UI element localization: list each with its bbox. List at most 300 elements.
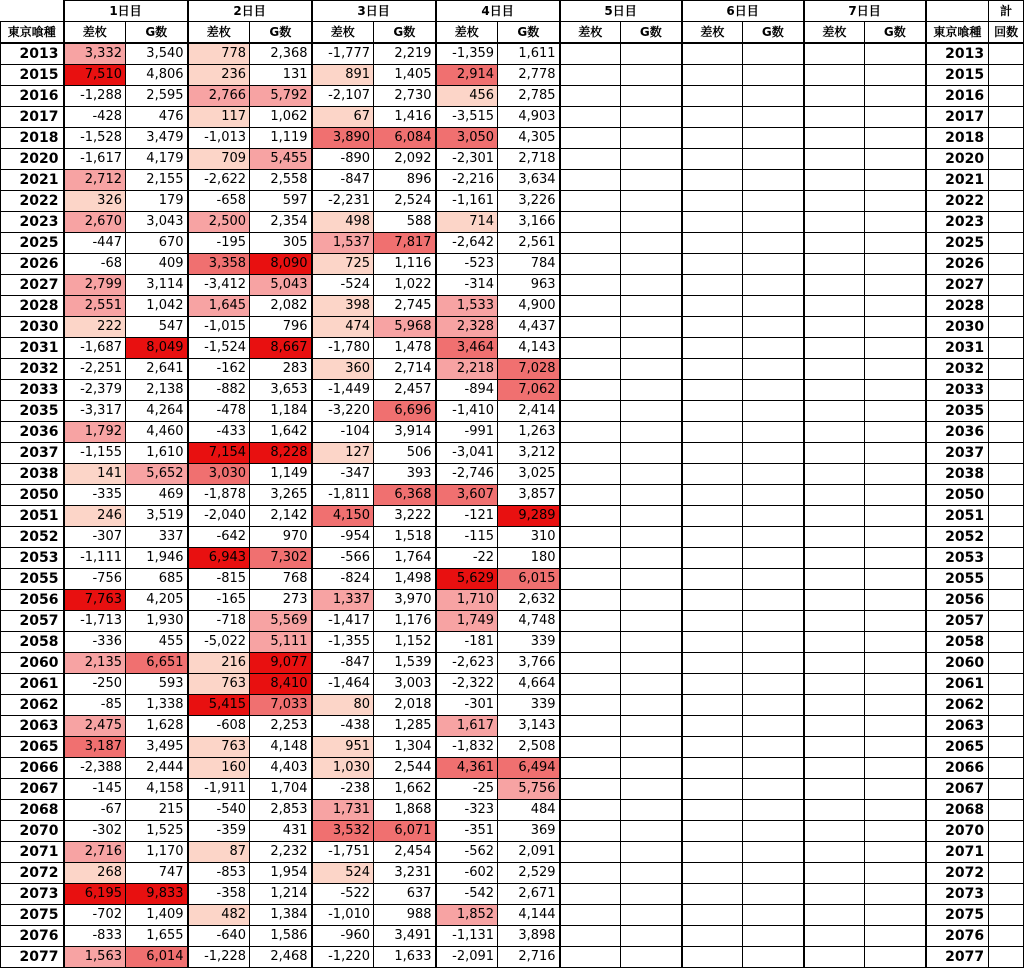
count-header: 回数 [989, 22, 1024, 44]
games-value-empty [865, 233, 926, 254]
games-value: 1,405 [374, 65, 436, 86]
games-value: 2,092 [374, 149, 436, 170]
games-value: 3,914 [374, 422, 436, 443]
machine-number-right: 2036 [926, 422, 989, 443]
games-value-empty [865, 506, 926, 527]
diff-value: 141 [64, 464, 126, 485]
machine-number-right: 2030 [926, 317, 989, 338]
machine-number: 2018 [1, 128, 64, 149]
diff-value-empty [682, 758, 743, 779]
diff-value-empty [682, 632, 743, 653]
diff-value-empty [560, 275, 621, 296]
games-value: 131 [250, 65, 312, 86]
diff-value-empty [560, 527, 621, 548]
diff-value-empty [682, 464, 743, 485]
diff-value-empty [560, 43, 621, 65]
games-value: 2,414 [498, 401, 560, 422]
table-row [1, 149, 1024, 170]
games-value: 4,664 [498, 674, 560, 695]
diff-value-empty [682, 338, 743, 359]
games-value-empty [743, 653, 804, 674]
games-value-empty [865, 170, 926, 191]
diff-header: 差枚 [682, 22, 743, 44]
games-value-empty [865, 926, 926, 947]
diff-value: 7,510 [64, 65, 126, 86]
diff-value: -165 [188, 590, 250, 611]
machine-number: 2051 [1, 506, 64, 527]
games-value: 4,903 [498, 107, 560, 128]
diff-value-empty [804, 380, 865, 401]
table-row [1, 86, 1024, 107]
diff-value: -642 [188, 527, 250, 548]
games-value-empty [743, 632, 804, 653]
games-value: 1,611 [498, 43, 560, 65]
games-value-empty [621, 43, 682, 65]
table-row [1, 737, 1024, 758]
diff-value: 2,551 [64, 296, 126, 317]
diff-value: -336 [64, 632, 126, 653]
games-value-empty [621, 338, 682, 359]
diff-value: -104 [312, 422, 374, 443]
machine-number: 2077 [1, 947, 64, 968]
games-value: 2,714 [374, 359, 436, 380]
machine-number-right: 2028 [926, 296, 989, 317]
games-value: 1,662 [374, 779, 436, 800]
games-value: 2,716 [498, 947, 560, 968]
machine-number: 2066 [1, 758, 64, 779]
diff-value-empty [804, 86, 865, 107]
games-value-empty [621, 401, 682, 422]
diff-value: -1,228 [188, 947, 250, 968]
diff-value: -323 [436, 800, 498, 821]
games-value-empty [621, 380, 682, 401]
games-value: 339 [498, 695, 560, 716]
diff-value-empty [804, 758, 865, 779]
diff-value-empty [560, 170, 621, 191]
count-value-empty [989, 527, 1024, 548]
games-value-empty [621, 905, 682, 926]
count-value-empty [989, 86, 1024, 107]
diff-value-empty [560, 632, 621, 653]
table-row [1, 275, 1024, 296]
machine-number: 2052 [1, 527, 64, 548]
machine-number-right: 2060 [926, 653, 989, 674]
games-value: 2,142 [250, 506, 312, 527]
machine-number-right: 2021 [926, 170, 989, 191]
diff-value-empty [682, 107, 743, 128]
diff-value-empty [804, 43, 865, 65]
diff-value-empty [804, 926, 865, 947]
table-row [1, 338, 1024, 359]
games-header: G数 [250, 22, 312, 44]
diff-value: -3,412 [188, 275, 250, 296]
games-value: 1,416 [374, 107, 436, 128]
games-value: 747 [126, 863, 188, 884]
diff-value: -954 [312, 527, 374, 548]
games-value: 2,091 [498, 842, 560, 863]
diff-value: -67 [64, 800, 126, 821]
diff-value: 891 [312, 65, 374, 86]
machine-number: 2058 [1, 632, 64, 653]
diff-value-empty [804, 527, 865, 548]
diff-value: -181 [436, 632, 498, 653]
diff-value-empty [682, 506, 743, 527]
games-value: 484 [498, 800, 560, 821]
count-value-empty [989, 863, 1024, 884]
diff-value-empty [560, 653, 621, 674]
games-value-empty [865, 548, 926, 569]
count-value-empty [989, 737, 1024, 758]
table-row [1, 107, 1024, 128]
count-value-empty [989, 107, 1024, 128]
machine-number: 2073 [1, 884, 64, 905]
games-value: 6,494 [498, 758, 560, 779]
diff-value: 3,532 [312, 821, 374, 842]
machine-number-right: 2067 [926, 779, 989, 800]
machine-number: 2072 [1, 863, 64, 884]
diff-value: -1,161 [436, 191, 498, 212]
games-value-empty [621, 86, 682, 107]
games-value-empty [743, 401, 804, 422]
games-value: 3,653 [250, 380, 312, 401]
games-value: 2,444 [126, 758, 188, 779]
games-value: 1,628 [126, 716, 188, 737]
games-value-empty [865, 317, 926, 338]
machine-number-right: 2075 [926, 905, 989, 926]
games-value: 3,970 [374, 590, 436, 611]
games-value-empty [621, 254, 682, 275]
diff-value: -1,528 [64, 128, 126, 149]
games-value: 1,149 [250, 464, 312, 485]
games-value: 896 [374, 170, 436, 191]
games-value: 7,062 [498, 380, 560, 401]
games-value-empty [743, 569, 804, 590]
diff-value-empty [682, 86, 743, 107]
games-header: G数 [126, 22, 188, 44]
count-value-empty [989, 506, 1024, 527]
games-value: 1,022 [374, 275, 436, 296]
diff-value-empty [804, 65, 865, 86]
games-value: 180 [498, 548, 560, 569]
machine-number: 2035 [1, 401, 64, 422]
games-value-empty [621, 842, 682, 863]
games-value: 5,111 [250, 632, 312, 653]
diff-value-empty [804, 401, 865, 422]
diff-value-empty [682, 380, 743, 401]
diff-value-empty [560, 800, 621, 821]
machine-number-right: 2017 [926, 107, 989, 128]
machine-number: 2062 [1, 695, 64, 716]
diff-value-empty [682, 926, 743, 947]
games-value-empty [865, 884, 926, 905]
diff-value-empty [682, 65, 743, 86]
diff-value: 1,563 [64, 947, 126, 968]
diff-value-empty [804, 779, 865, 800]
diff-value: -335 [64, 485, 126, 506]
games-value: 1,954 [250, 863, 312, 884]
games-value: 3,265 [250, 485, 312, 506]
games-value: 6,651 [126, 653, 188, 674]
games-value: 3,114 [126, 275, 188, 296]
diff-value-empty [560, 758, 621, 779]
diff-value: -847 [312, 653, 374, 674]
games-value: 2,853 [250, 800, 312, 821]
diff-value-empty [804, 863, 865, 884]
games-value: 179 [126, 191, 188, 212]
count-value-empty [989, 191, 1024, 212]
diff-value-empty [560, 716, 621, 737]
games-value: 988 [374, 905, 436, 926]
table-row [1, 863, 1024, 884]
count-value-empty [989, 254, 1024, 275]
machine-number: 2025 [1, 233, 64, 254]
games-value-empty [743, 884, 804, 905]
diff-value-empty [560, 338, 621, 359]
games-value-empty [743, 611, 804, 632]
diff-value: 2,766 [188, 86, 250, 107]
diff-value: -2,091 [436, 947, 498, 968]
diff-value-empty [804, 275, 865, 296]
diff-value: -1,911 [188, 779, 250, 800]
diff-value: 117 [188, 107, 250, 128]
games-value: 4,148 [250, 737, 312, 758]
machine-number-right: 2073 [926, 884, 989, 905]
diff-value: 160 [188, 758, 250, 779]
games-value: 5,652 [126, 464, 188, 485]
diff-value-empty [682, 359, 743, 380]
table-row [1, 611, 1024, 632]
games-value: 2,468 [250, 947, 312, 968]
diff-value-empty [804, 695, 865, 716]
diff-value: -540 [188, 800, 250, 821]
machine-number-right: 2033 [926, 380, 989, 401]
diff-value-empty [804, 443, 865, 464]
diff-value: 951 [312, 737, 374, 758]
diff-value-empty [682, 485, 743, 506]
games-value-empty [865, 128, 926, 149]
machine-number-right: 2051 [926, 506, 989, 527]
count-value-empty [989, 422, 1024, 443]
diff-value: -162 [188, 359, 250, 380]
diff-value: -524 [312, 275, 374, 296]
diff-value-empty [560, 737, 621, 758]
diff-value: 5,629 [436, 569, 498, 590]
diff-value: -847 [312, 170, 374, 191]
games-value: 5,968 [374, 317, 436, 338]
games-value: 7,028 [498, 359, 560, 380]
machine-number-right: 2037 [926, 443, 989, 464]
games-value-empty [743, 926, 804, 947]
games-value-empty [743, 800, 804, 821]
diff-value-empty [804, 590, 865, 611]
diff-value: 222 [64, 317, 126, 338]
games-value: 3,003 [374, 674, 436, 695]
diff-value: -238 [312, 779, 374, 800]
diff-value: -756 [64, 569, 126, 590]
games-value: 1,042 [126, 296, 188, 317]
diff-value-empty [804, 254, 865, 275]
machine-number: 2036 [1, 422, 64, 443]
diff-value: -1,811 [312, 485, 374, 506]
machine-number: 2061 [1, 674, 64, 695]
diff-value-empty [682, 863, 743, 884]
count-value-empty [989, 611, 1024, 632]
games-value: 2,544 [374, 758, 436, 779]
games-value: 2,778 [498, 65, 560, 86]
diff-value-empty [804, 338, 865, 359]
machine-number-right: 2025 [926, 233, 989, 254]
diff-value-empty [804, 842, 865, 863]
machine-number-right: 2035 [926, 401, 989, 422]
games-value: 1,409 [126, 905, 188, 926]
diff-value: 2,500 [188, 212, 250, 233]
games-value-empty [743, 422, 804, 443]
count-value-empty [989, 65, 1024, 86]
diff-value: -824 [312, 569, 374, 590]
diff-value: -1,617 [64, 149, 126, 170]
diff-value: 1,710 [436, 590, 498, 611]
count-value-empty [989, 926, 1024, 947]
table-row [1, 254, 1024, 275]
games-value-empty [621, 170, 682, 191]
diff-value: -1,777 [312, 43, 374, 65]
diff-value: -145 [64, 779, 126, 800]
count-value-empty [989, 548, 1024, 569]
machine-number: 2013 [1, 43, 64, 65]
diff-value: -1,155 [64, 443, 126, 464]
games-value: 8,090 [250, 254, 312, 275]
games-value: 8,228 [250, 443, 312, 464]
diff-value: -5,022 [188, 632, 250, 653]
machine-number: 2017 [1, 107, 64, 128]
diff-value-empty [804, 212, 865, 233]
games-value: 597 [250, 191, 312, 212]
games-value: 2,354 [250, 212, 312, 233]
diff-value: 80 [312, 695, 374, 716]
games-value: 339 [498, 632, 560, 653]
diff-value-empty [560, 317, 621, 338]
machine-number: 2016 [1, 86, 64, 107]
table-row [1, 674, 1024, 695]
games-value: 476 [126, 107, 188, 128]
diff-value-empty [560, 947, 621, 968]
machine-number-right: 2057 [926, 611, 989, 632]
diff-value: -85 [64, 695, 126, 716]
table-row [1, 128, 1024, 149]
diff-value: -2,746 [436, 464, 498, 485]
table-row [1, 842, 1024, 863]
games-value: 2,561 [498, 233, 560, 254]
diff-value-empty [560, 359, 621, 380]
games-value: 1,498 [374, 569, 436, 590]
diff-value: -438 [312, 716, 374, 737]
games-value: 2,138 [126, 380, 188, 401]
machine-number: 2037 [1, 443, 64, 464]
machine-header: 東京喰種 [1, 22, 64, 44]
games-value: 2,595 [126, 86, 188, 107]
games-value-empty [621, 590, 682, 611]
diff-value: 268 [64, 863, 126, 884]
games-value: 506 [374, 443, 436, 464]
games-value-empty [743, 338, 804, 359]
diff-value: 3,332 [64, 43, 126, 65]
table-row [1, 716, 1024, 737]
diff-value-empty [682, 905, 743, 926]
machine-header-spacer [926, 1, 989, 22]
machine-number: 2065 [1, 737, 64, 758]
diff-value-empty [682, 842, 743, 863]
diff-value: -702 [64, 905, 126, 926]
table-row [1, 317, 1024, 338]
games-value: 1,170 [126, 842, 188, 863]
diff-value: 2,328 [436, 317, 498, 338]
table-row [1, 758, 1024, 779]
diff-value: -1,687 [64, 338, 126, 359]
games-value-empty [865, 821, 926, 842]
diff-value-empty [804, 947, 865, 968]
count-value-empty [989, 947, 1024, 968]
diff-value-empty [804, 191, 865, 212]
games-value: 1,338 [126, 695, 188, 716]
games-value: 1,384 [250, 905, 312, 926]
diff-value-empty [804, 485, 865, 506]
count-value-empty [989, 359, 1024, 380]
games-value: 1,478 [374, 338, 436, 359]
diff-value-empty [682, 569, 743, 590]
diff-value: -1,111 [64, 548, 126, 569]
games-value-empty [743, 737, 804, 758]
games-value-empty [865, 905, 926, 926]
machine-number: 2020 [1, 149, 64, 170]
diff-value-empty [804, 149, 865, 170]
games-value: 4,305 [498, 128, 560, 149]
diff-value: -250 [64, 674, 126, 695]
games-value: 4,437 [498, 317, 560, 338]
machine-number-right: 2068 [926, 800, 989, 821]
diff-value: 1,617 [436, 716, 498, 737]
table-row [1, 191, 1024, 212]
diff-value: -1,010 [312, 905, 374, 926]
machine-number-right: 2061 [926, 674, 989, 695]
diff-value: 2,670 [64, 212, 126, 233]
count-value-empty [989, 695, 1024, 716]
machine-number-right: 2066 [926, 758, 989, 779]
machine-number-right: 2052 [926, 527, 989, 548]
games-value: 796 [250, 317, 312, 338]
count-value-empty [989, 296, 1024, 317]
machine-number: 2057 [1, 611, 64, 632]
count-value-empty [989, 464, 1024, 485]
diff-value-empty [804, 674, 865, 695]
machine-number-right: 2022 [926, 191, 989, 212]
diff-value-empty [682, 884, 743, 905]
games-value-empty [621, 191, 682, 212]
diff-value: 7,154 [188, 443, 250, 464]
diff-value: -882 [188, 380, 250, 401]
games-value-empty [621, 296, 682, 317]
diff-value: 216 [188, 653, 250, 674]
diff-header: 差枚 [436, 22, 498, 44]
diff-value-empty [682, 527, 743, 548]
diff-value-empty [682, 401, 743, 422]
games-value: 3,898 [498, 926, 560, 947]
diff-value: 4,150 [312, 506, 374, 527]
table-row [1, 43, 1024, 65]
diff-value-empty [682, 128, 743, 149]
games-value-empty [743, 695, 804, 716]
machine-number: 2070 [1, 821, 64, 842]
games-value-empty [743, 170, 804, 191]
